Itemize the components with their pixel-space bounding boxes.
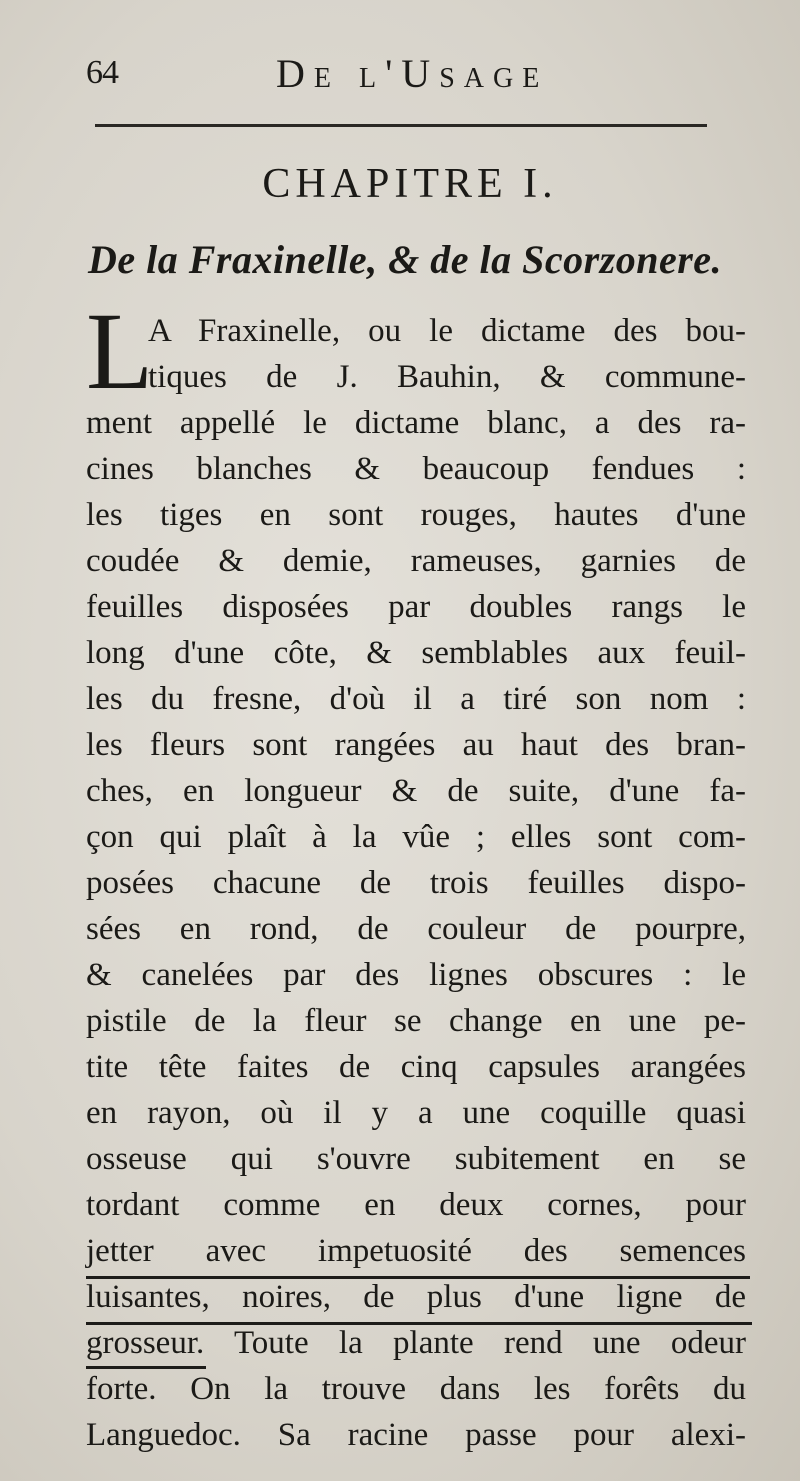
page-number: 64 [86, 54, 118, 91]
text-line: coudée & demie, rameuses, garnies de [86, 543, 746, 579]
text-line: A Fraxinelle, ou le dictame des bou- [148, 313, 746, 349]
hand-underline [86, 1276, 750, 1279]
text-line: tordant comme en deux cornes, pour [86, 1187, 746, 1223]
text-line: en rayon, où il y a une coquille quasi [86, 1095, 746, 1131]
text-line: grosseur. Toute la plante rend une odeur [86, 1325, 746, 1361]
text-line: feuilles disposées par doubles rangs le [86, 589, 746, 625]
text-line: luisantes, noires, de plus d'une ligne de [86, 1279, 746, 1315]
hand-underline [86, 1322, 752, 1325]
text-line: forte. On la trouve dans les forêts du [86, 1371, 746, 1407]
header-rule [95, 124, 707, 127]
text-line: les fleurs sont rangées au haut des bran- [86, 727, 746, 763]
hand-underline [86, 1366, 206, 1369]
text-line: ment appellé le dictame blanc, a des ra- [86, 405, 746, 441]
text-line: osseuse qui s'ouvre subitement en se [86, 1141, 746, 1177]
text-line: & canelées par des lignes obscures : le [86, 957, 746, 993]
text-line: tiques de J. Bauhin, & commune- [148, 359, 746, 395]
text-line: ches, en longueur & de suite, d'une fa- [86, 773, 746, 809]
text-line: les du fresne, d'où il a tiré son nom : [86, 681, 746, 717]
section-title: De la Fraxinelle, & de la Scorzonere. [88, 237, 723, 282]
text-line: pistile de la fleur se change en une pe- [86, 1003, 746, 1039]
chapter-title: CHAPITRE I. [262, 161, 558, 207]
text-line: Languedoc. Sa racine passe pour alexi- [86, 1417, 746, 1453]
text-line: les tiges en sont rouges, hautes d'une [86, 497, 746, 533]
running-head: De l'Usage [276, 51, 549, 96]
text-line: jetter avec impetuosité des semences [86, 1233, 746, 1269]
text-line: posées chacune de trois feuilles dispo- [86, 865, 746, 901]
text-line: long d'une côte, & semblables aux feuil- [86, 635, 746, 671]
drop-capital: L [86, 290, 154, 412]
text-line: çon qui plaît à la vûe ; elles sont com- [86, 819, 746, 855]
page-header [86, 50, 726, 98]
text-line: sées en rond, de couleur de pourpre, [86, 911, 746, 947]
text-line: cines blanches & beaucoup fendues : [86, 451, 746, 487]
text-line: tite tête faites de cinq capsules arangées [86, 1049, 746, 1085]
